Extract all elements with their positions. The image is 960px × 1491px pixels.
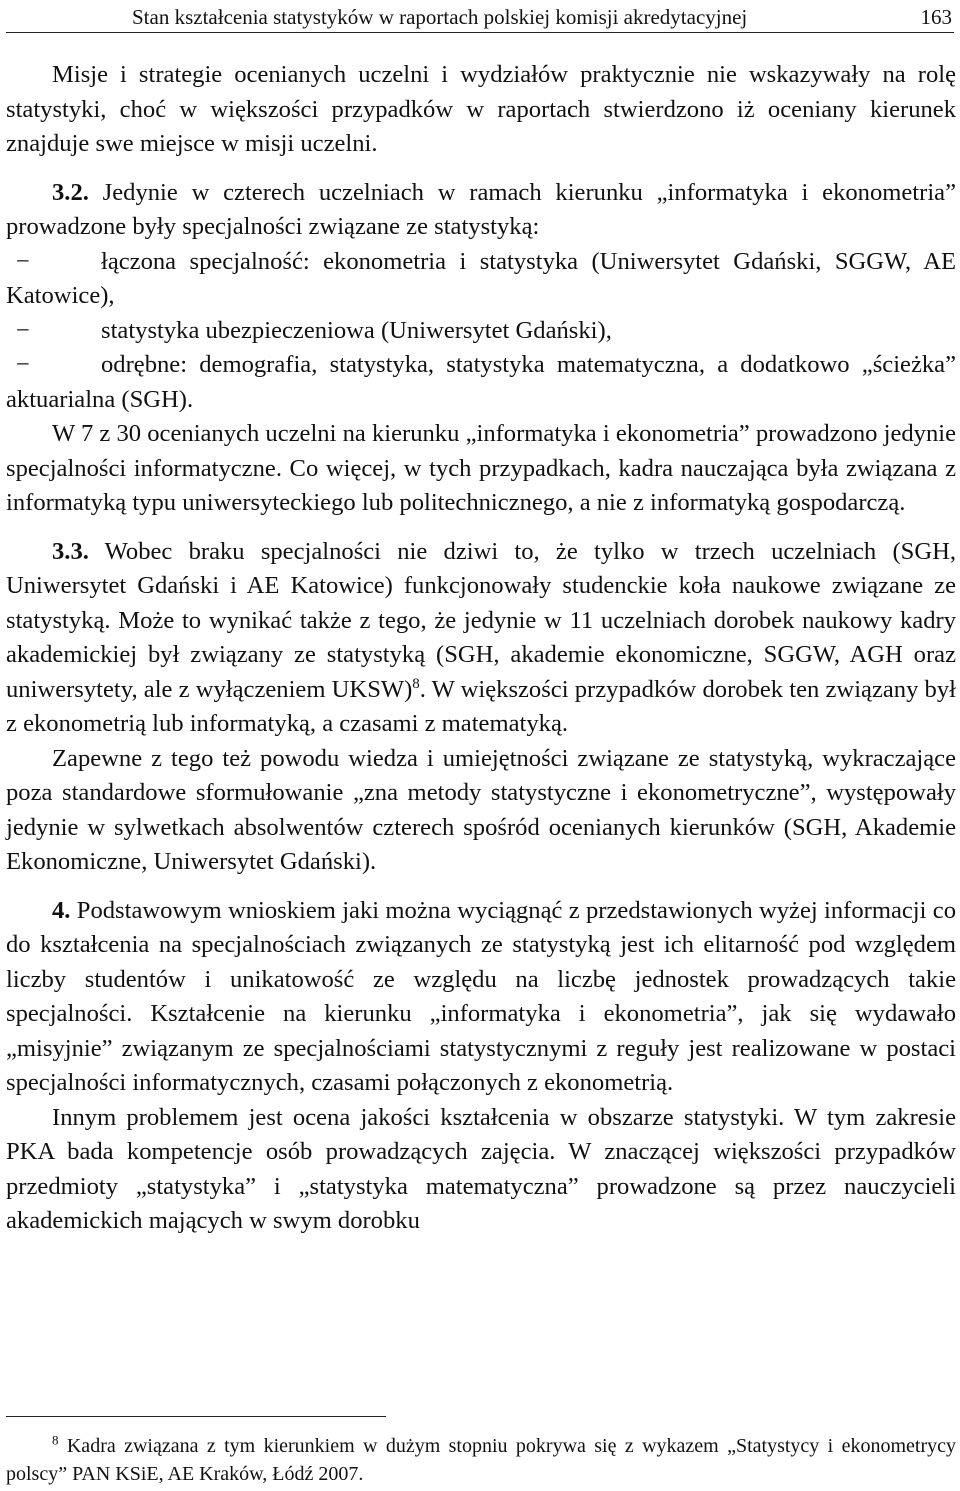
section-text: Wobec braku specjalności nie dziwi to, że tylko w trzech uczelniach (SGH, Uniwersytet Gdański i AE Katowice) funkcjonowały studenckie koła naukowe związane ze statystyką. Może to wynikać także z tego, że jedynie w 11 uczelniach dorobek naukowy kadry akademickiej był związany ze statystyką (SGH, akademie ekonomiczne, SGGW, AGH oraz uniwersytety, ale z wyłączeniem UKSW) bbox=[6, 537, 956, 703]
list-item-text: odrębne: demografia, statystyka, statystyka matematyczna, a dodatkowo „ścieżka” aktuarialna (SGH). bbox=[6, 351, 956, 413]
dash-bullet: − bbox=[16, 247, 30, 275]
section-text: Podstawowym wnioskiem jaki można wyciągnąć z przedstawionych wyżej informacji co do kształcenia na specjalnościach związanych ze statystyką jest ich elitarność pod względem liczby studentów i unikatowość ze względu na liczbę jednostek prowadzących takie specjalności. Kształcenie na kierunku „informatyka i ekonometria”, jak się wydawało „misyjnie” związanym ze specjalnościami statystycznymi z reguły jest realizowane w postaci specjalności informatycznych, czasami połączonych z ekonometrią. bbox=[6, 896, 956, 1096]
footnote-divider bbox=[6, 1416, 386, 1417]
section-number: 4. bbox=[52, 896, 71, 924]
paragraph-mission: Misje i strategie ocenianych uczelni i wydziałów praktycznie nie wskazywały na rolę statystyki, choć w większości przypadków w raportach stwierdzono iż oceniany kierunek znajduje swe miejsce w misji uczelni. bbox=[6, 61, 956, 157]
dash-bullet: − bbox=[16, 316, 30, 344]
list-item bbox=[6, 245, 956, 314]
page-number: 163 bbox=[920, 4, 952, 29]
footnote-ref: 8 bbox=[412, 675, 420, 692]
section-text: Jedynie w czterech uczelniach w ramach kierunku „informatyka i ekonometria” prowadzone były specjalności związane ze statystyką: bbox=[6, 178, 956, 240]
footnote bbox=[6, 1432, 956, 1488]
section-4 bbox=[6, 894, 956, 1101]
running-title: Stan kształcenia statystyków w raportach polskiej komisji akredytacyjnej bbox=[132, 4, 748, 29]
paragraph-competences: Zapewne z tego też powodu wiedza i umiejętności związane ze statystyką, wykraczające poza standardowe sformułowanie „zna metody statystyczne i ekonometryczne”, występowały jedynie w sylwetkach absolwentów czterech spośród ocenianych kierunków (SGH, Akademie Ekonomiczne, Uniwersytet Gdański). bbox=[6, 744, 956, 875]
main-text bbox=[6, 58, 956, 1239]
footnote-text: Kadra związana z tym kierunkiem w dużym stopniu pokrywa się z wykazem „Statystycy i ekonometrycy polscy” PAN KSiE, AE Kraków, Łódź 2007. bbox=[6, 1435, 956, 1485]
section-3-3 bbox=[6, 535, 956, 742]
list-item-text: statystyka ubezpieczeniowa (Uniwersytet Gdański), bbox=[101, 316, 612, 344]
list-item bbox=[6, 314, 956, 349]
footnote-number: 8 bbox=[52, 1432, 59, 1448]
section-number: 3.2. bbox=[52, 178, 89, 206]
dash-bullet: − bbox=[16, 351, 30, 378]
paragraph-specialisations: W 7 z 30 ocenianych uczelni na kierunku „informatyka i ekonometria” prowadzono jedynie specjalności informatyczne. Co więcej, w tych przypadkach, kadra nauczająca była związana z informatyką typu uniwersyteckiego lub politechnicznego, a nie z informatyką gospodarczą. bbox=[6, 420, 956, 516]
list-item bbox=[6, 348, 956, 417]
section-text-tail: . W większości przypadków dorobek ten związany był z ekonometrią lub informatyką, a czasami z matematyką. bbox=[6, 675, 956, 737]
list-item-text: łączona specjalność: ekonometria i statystyka (Uniwersytet Gdański, SGGW, AE Katowice), bbox=[6, 247, 956, 309]
section-3-2 bbox=[6, 176, 956, 245]
section-number: 3.3. bbox=[52, 537, 89, 565]
running-header bbox=[6, 2, 954, 33]
paragraph-quality: Innym problemem jest ocena jakości kształcenia w obszarze statystyki. W tym zakresie PKA bada kompetencje osób prowadzących zajęcia. W znaczącej większości przypadków przedmioty „statystyka” i „statystyka matematyczna” prowadzone są przez nauczycieli akademickich mających w swym dorobku bbox=[6, 1103, 956, 1234]
